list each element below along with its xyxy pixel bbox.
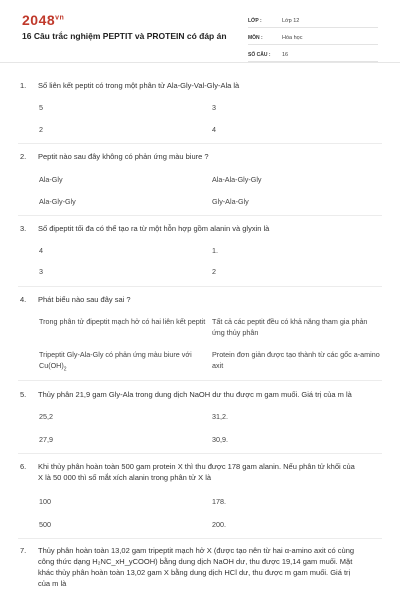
header-divider: [0, 62, 400, 63]
option[interactable]: 27,9: [39, 435, 53, 444]
question-number: 2.: [20, 152, 27, 161]
site-logo[interactable]: [22, 12, 64, 28]
question-text: Khi thủy phân hoàn toàn 500 gam protein X thì thu được 178 gam alanin. Nếu phân tử khối của X là 50 000 thì số mắt xích alanin trong phân tử X là: [38, 462, 355, 482]
option[interactable]: Protein đơn giản được tạo thành từ các gốc a-amino axit: [212, 350, 380, 370]
meta-row-subject: [248, 31, 378, 45]
option[interactable]: 1.: [212, 246, 218, 255]
option[interactable]: Ala-Gly-Gly: [39, 197, 76, 206]
meta-row-class: [248, 14, 378, 28]
option-text: Tripeptit Gly-Ala-Gly có phản ứng màu biure với: [39, 350, 192, 359]
option[interactable]: 3: [39, 267, 43, 276]
meta-value: 16: [282, 51, 289, 58]
option[interactable]: 178.: [212, 497, 226, 506]
question-number: 3.: [20, 224, 27, 233]
question-divider: [18, 286, 382, 287]
option[interactable]: 500: [39, 520, 51, 529]
meta-value: Hóa học: [282, 34, 303, 41]
question-text: Phát biểu nào sau đây sai ?: [38, 295, 131, 304]
option[interactable]: 4: [39, 246, 43, 255]
logo-suffix: vn: [55, 14, 65, 22]
page-title: 16 Câu trắc nghiệm PEPTIT và PROTEIN có đáp án: [22, 31, 227, 41]
question-number: 1.: [20, 81, 27, 90]
option[interactable]: 200.: [212, 520, 226, 529]
question-number: 4.: [20, 295, 27, 304]
logo-text: 2048: [22, 12, 56, 28]
header: [0, 0, 400, 60]
option[interactable]: 4: [212, 125, 216, 134]
meta-label: SỐ CÂU :: [248, 51, 271, 58]
question-divider: [18, 538, 382, 539]
option[interactable]: Trong phân tử đipeptit mạch hở có hai liên kết peptit: [39, 317, 206, 326]
option[interactable]: 2: [212, 267, 216, 276]
question-text: Thủy phân 21,9 gam Gly-Ala trong dung dịch NaOH dư thu được m gam muối. Giá trị của m là: [38, 390, 352, 399]
question-divider: [18, 380, 382, 381]
option[interactable]: Tất cả các peptit đều có khả năng tham gia phản ứng thủy phân: [212, 317, 368, 337]
question-number: 5.: [20, 390, 27, 399]
question-text: Số liên kết peptit có trong một phân tử Ala-Gly-Val-Gly-Ala là: [38, 81, 240, 90]
option[interactable]: 5: [39, 103, 43, 112]
question-divider: [18, 453, 382, 454]
meta-label: LỚP :: [248, 17, 262, 24]
meta-label: MÔN :: [248, 34, 263, 41]
option[interactable]: Ala-Gly: [39, 175, 63, 184]
meta-row-count: [248, 48, 378, 62]
option[interactable]: 2: [39, 125, 43, 134]
question-number: 7.: [20, 546, 27, 555]
chemical-formula: $Cu(OH)_2$: [39, 361, 67, 373]
question-text: Peptit nào sau đây không có phản ứng màu biure ?: [38, 152, 209, 161]
question-text: Số đipeptit tối đa có thể tạo ra từ một hỗn hợp gồm alanin và glyxin là: [38, 224, 270, 233]
option[interactable]: 30,9.: [212, 435, 228, 444]
option[interactable]: 31,2.: [212, 412, 228, 421]
option[interactable]: 3: [212, 103, 216, 112]
question-divider: [18, 143, 382, 144]
option[interactable]: 25,2: [39, 412, 53, 421]
meta-value: Lớp 12: [282, 17, 300, 24]
option[interactable]: 100: [39, 497, 51, 506]
question-text: Thủy phân hoàn toàn 13,02 gam tripeptit mạch hở X (được tạo nên từ hai α-amino axit có cùng công thức dạng H₂NC_xH_yCOOH) bằng dung dịch NaOH dư, thu được 19,14 gam muối. Mặt khác thủy phân hoàn toàn 13,02 gam X bằng dung dịch HCl dư, thu được m gam muối. Giá trị của m là: [38, 546, 355, 588]
option[interactable]: Gly-Ala-Gly: [212, 197, 249, 206]
question-divider: [18, 215, 382, 216]
question-number: 6.: [20, 462, 27, 471]
meta-info: [248, 14, 378, 65]
option[interactable]: [39, 349, 209, 375]
option[interactable]: Ala-Ala-Gly-Gly: [212, 175, 262, 184]
